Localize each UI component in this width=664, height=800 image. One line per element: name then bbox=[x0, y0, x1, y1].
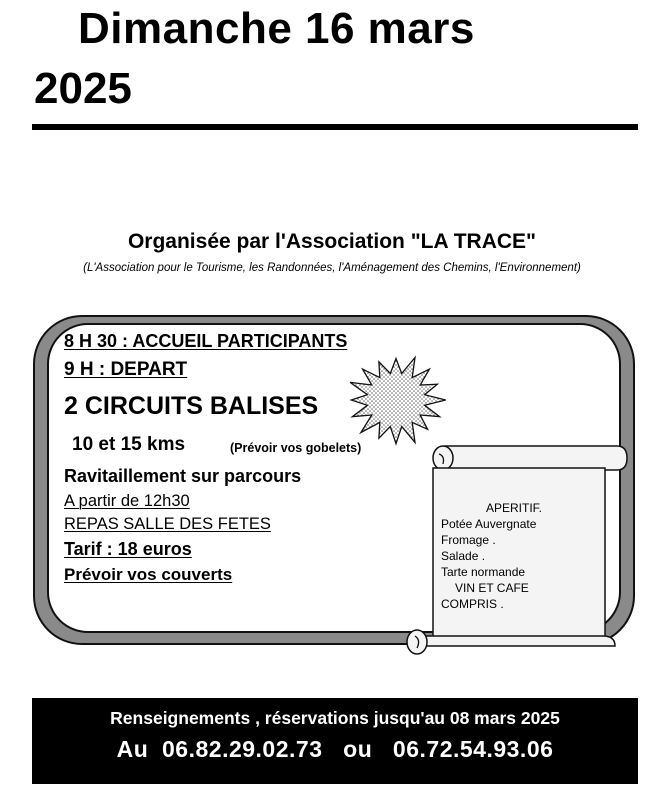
organizer-heading: Organisée par l'Association "LA TRACE" bbox=[127, 230, 537, 253]
program-depart: 9 H : DEPART bbox=[64, 359, 188, 380]
program-horaire-repas: A partir de 12h30 bbox=[64, 492, 190, 510]
starburst-shape bbox=[343, 352, 449, 448]
menu-item: Tarte normande bbox=[441, 565, 526, 579]
program-tarif: Tarif : 18 euros bbox=[64, 539, 192, 559]
menu-scroll-frame bbox=[405, 440, 630, 658]
program-distances: 10 et 15 kms bbox=[72, 434, 186, 455]
menu-item: Potée Auvergnate bbox=[441, 517, 537, 531]
program-gobelets-note: (Prévoir vos gobelets) bbox=[230, 441, 362, 455]
title-underline-rule bbox=[32, 124, 638, 130]
menu-item: APERITIF. bbox=[486, 501, 543, 515]
footer-renseignements: Renseignements , réservations jusqu'au 08 mars 2025 bbox=[110, 708, 560, 728]
title-year-line: 2025 bbox=[34, 64, 132, 113]
footer-phone-numbers[interactable]: Au 06.82.29.02.73 ou 06.72.54.93.06 bbox=[116, 736, 554, 762]
menu-item: VIN ET CAFE bbox=[455, 581, 529, 595]
title-date-line: Dimanche 16 mars bbox=[78, 4, 475, 53]
menu-item: COMPRIS . bbox=[441, 597, 504, 611]
organizer-subtitle: (L'Association pour le Tourisme, les Randonnées, l'Aménagement des Chemins, l'Environnement) bbox=[83, 262, 581, 274]
footer-contact-band bbox=[32, 698, 638, 784]
program-couverts: Prévoir vos couverts bbox=[64, 565, 233, 584]
program-accueil: 8 H 30 : ACCUEIL PARTICIPANTS bbox=[64, 331, 348, 351]
menu-item: Salade . bbox=[441, 549, 486, 563]
program-ravitaillement: Ravitaillement sur parcours bbox=[64, 466, 302, 486]
program-circuits: 2 CIRCUITS BALISES bbox=[64, 392, 319, 420]
menu-item: Fromage . bbox=[441, 533, 496, 547]
program-repas: REPAS SALLE DES FETES bbox=[64, 515, 271, 533]
